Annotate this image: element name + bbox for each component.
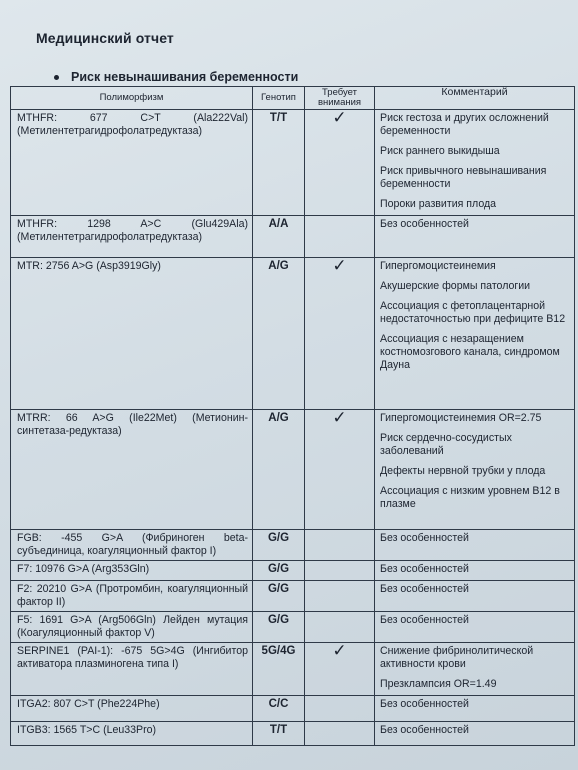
comment-cell xyxy=(375,696,575,722)
polymorphism-cell: F2: 20210 G>A (Протромбин, коагуляционный фактор II) xyxy=(11,581,253,612)
header-polymorphism: Полиморфизм xyxy=(11,87,253,110)
header-comment: Комментарий xyxy=(375,87,575,110)
table-row xyxy=(11,696,575,722)
polymorphism-cell: FGB: -455 G>A (Фибриноген beta-субъединица, коагуляционный фактор I) xyxy=(11,530,253,561)
comment-item: Риск гестоза и других осложнений беременности xyxy=(380,112,549,137)
comment-item: Без особенностей xyxy=(380,532,469,544)
polymorphism-cell: MTR: 2756 A>G (Asp3919Gly) xyxy=(11,258,253,410)
comment-cell xyxy=(375,612,575,643)
comment-item: Без особенностей xyxy=(380,614,469,626)
comment-item: Ассоциация с незаращением костномозгового канала, синдромом Дауна xyxy=(380,333,560,371)
page-title: Медицинский отчет xyxy=(36,30,174,46)
comment-item: Без особенностей xyxy=(380,724,469,736)
attention-cell xyxy=(305,410,375,530)
genotype-cell: G/G xyxy=(253,612,305,643)
table-row xyxy=(11,722,575,746)
polymorphism-cell: F5: 1691 G>A (Arg506Gln) Лейден мутация (Коагуляционный фактор V) xyxy=(11,612,253,643)
attention-cell xyxy=(305,561,375,581)
header-attention: Требует внимания xyxy=(305,87,375,110)
comment-item: Без особенностей xyxy=(380,563,469,575)
comment-item: Акушерские формы патологии xyxy=(380,280,531,292)
comment-cell xyxy=(375,216,575,258)
table-row xyxy=(11,258,575,410)
attention-cell xyxy=(305,530,375,561)
polymorphism-cell: ITGB3: 1565 T>C (Leu33Pro) xyxy=(11,722,253,746)
checkmark-icon: ✓ xyxy=(332,408,347,427)
table-header-row xyxy=(11,87,575,110)
genotype-cell: G/G xyxy=(253,581,305,612)
checkmark-icon: ✓ xyxy=(332,641,347,660)
attention-cell xyxy=(305,612,375,643)
table-row xyxy=(11,612,575,643)
checkmark-icon: ✓ xyxy=(332,256,347,275)
table-row xyxy=(11,216,575,258)
table-row xyxy=(11,581,575,612)
comment-cell xyxy=(375,258,575,410)
comment-item: Риск сердечно-сосудистых заболеваний xyxy=(380,432,512,457)
section-heading xyxy=(54,70,298,84)
table-body xyxy=(11,110,575,746)
polymorphism-cell: MTRR: 66 A>G (Ile22Met) (Метионин-синтетаза-редуктаза) xyxy=(11,410,253,530)
comment-cell xyxy=(375,643,575,696)
polymorphism-cell: ITGA2: 807 C>T (Phe224Phe) xyxy=(11,696,253,722)
comment-item: Риск привычного невынашивания беременности xyxy=(380,165,547,190)
comment-item: Пороки развития плода xyxy=(380,198,497,210)
table-row xyxy=(11,530,575,561)
genotype-cell: T/T xyxy=(253,110,305,216)
comment-item: Гипергомоцистеинемия xyxy=(380,260,496,272)
attention-cell xyxy=(305,643,375,696)
comment-cell xyxy=(375,110,575,216)
polymorphism-cell: MTHFR: 677 C>T (Ala222Val) (Метилентетрагидрофолатредуктаза) xyxy=(11,110,253,216)
comment-item: Без особенностей xyxy=(380,218,469,230)
genotype-cell: A/G xyxy=(253,410,305,530)
comment-item: Риск раннего выкидыша xyxy=(380,145,500,157)
polymorphism-cell: MTHFR: 1298 A>C (Glu429Ala) (Метилентетрагидрофолатредуктаза) xyxy=(11,216,253,258)
genotype-cell: G/G xyxy=(253,561,305,581)
attention-cell xyxy=(305,581,375,612)
checkmark-icon: ✓ xyxy=(332,108,347,127)
attention-cell xyxy=(305,216,375,258)
polymorphism-table xyxy=(10,86,575,746)
section-title: Риск невынашивания беременности xyxy=(71,70,299,84)
genotype-cell: C/C xyxy=(253,696,305,722)
comment-item: Без особенностей xyxy=(380,583,469,595)
comment-cell xyxy=(375,722,575,746)
genotype-cell: A/G xyxy=(253,258,305,410)
table-row xyxy=(11,110,575,216)
comment-cell xyxy=(375,410,575,530)
table-row xyxy=(11,410,575,530)
comment-item: Без особенностей xyxy=(380,698,469,710)
attention-cell xyxy=(305,110,375,216)
polymorphism-cell: SERPINE1 (PAI-1): -675 5G>4G (Ингибитор активатора плазминогена типа I) xyxy=(11,643,253,696)
comment-item: Дефекты нервной трубки у плода xyxy=(380,465,546,477)
genotype-cell: 5G/4G xyxy=(253,643,305,696)
bullet-icon xyxy=(54,75,59,80)
table-row xyxy=(11,561,575,581)
genotype-cell: G/G xyxy=(253,530,305,561)
comment-item: Ассоциация с низким уровнем B12 в плазме xyxy=(380,485,560,510)
comment-item: Гипергомоцистеинемия OR=2.75 xyxy=(380,412,542,424)
header-genotype: Генотип xyxy=(253,87,305,110)
comment-item: Снижение фибринолитической активности крови xyxy=(380,645,534,670)
attention-cell xyxy=(305,722,375,746)
comment-cell xyxy=(375,530,575,561)
polymorphism-cell: F7: 10976 G>A (Arg353Gln) xyxy=(11,561,253,581)
comment-item: Презклампсия OR=1.49 xyxy=(380,678,497,690)
attention-cell xyxy=(305,696,375,722)
comment-cell xyxy=(375,581,575,612)
genotype-cell: T/T xyxy=(253,722,305,746)
genotype-cell: A/A xyxy=(253,216,305,258)
comment-cell xyxy=(375,561,575,581)
attention-cell xyxy=(305,258,375,410)
comment-item: Ассоциация с фетоплацентарной недостаточностью при дефиците B12 xyxy=(380,300,566,325)
table-row xyxy=(11,643,575,696)
